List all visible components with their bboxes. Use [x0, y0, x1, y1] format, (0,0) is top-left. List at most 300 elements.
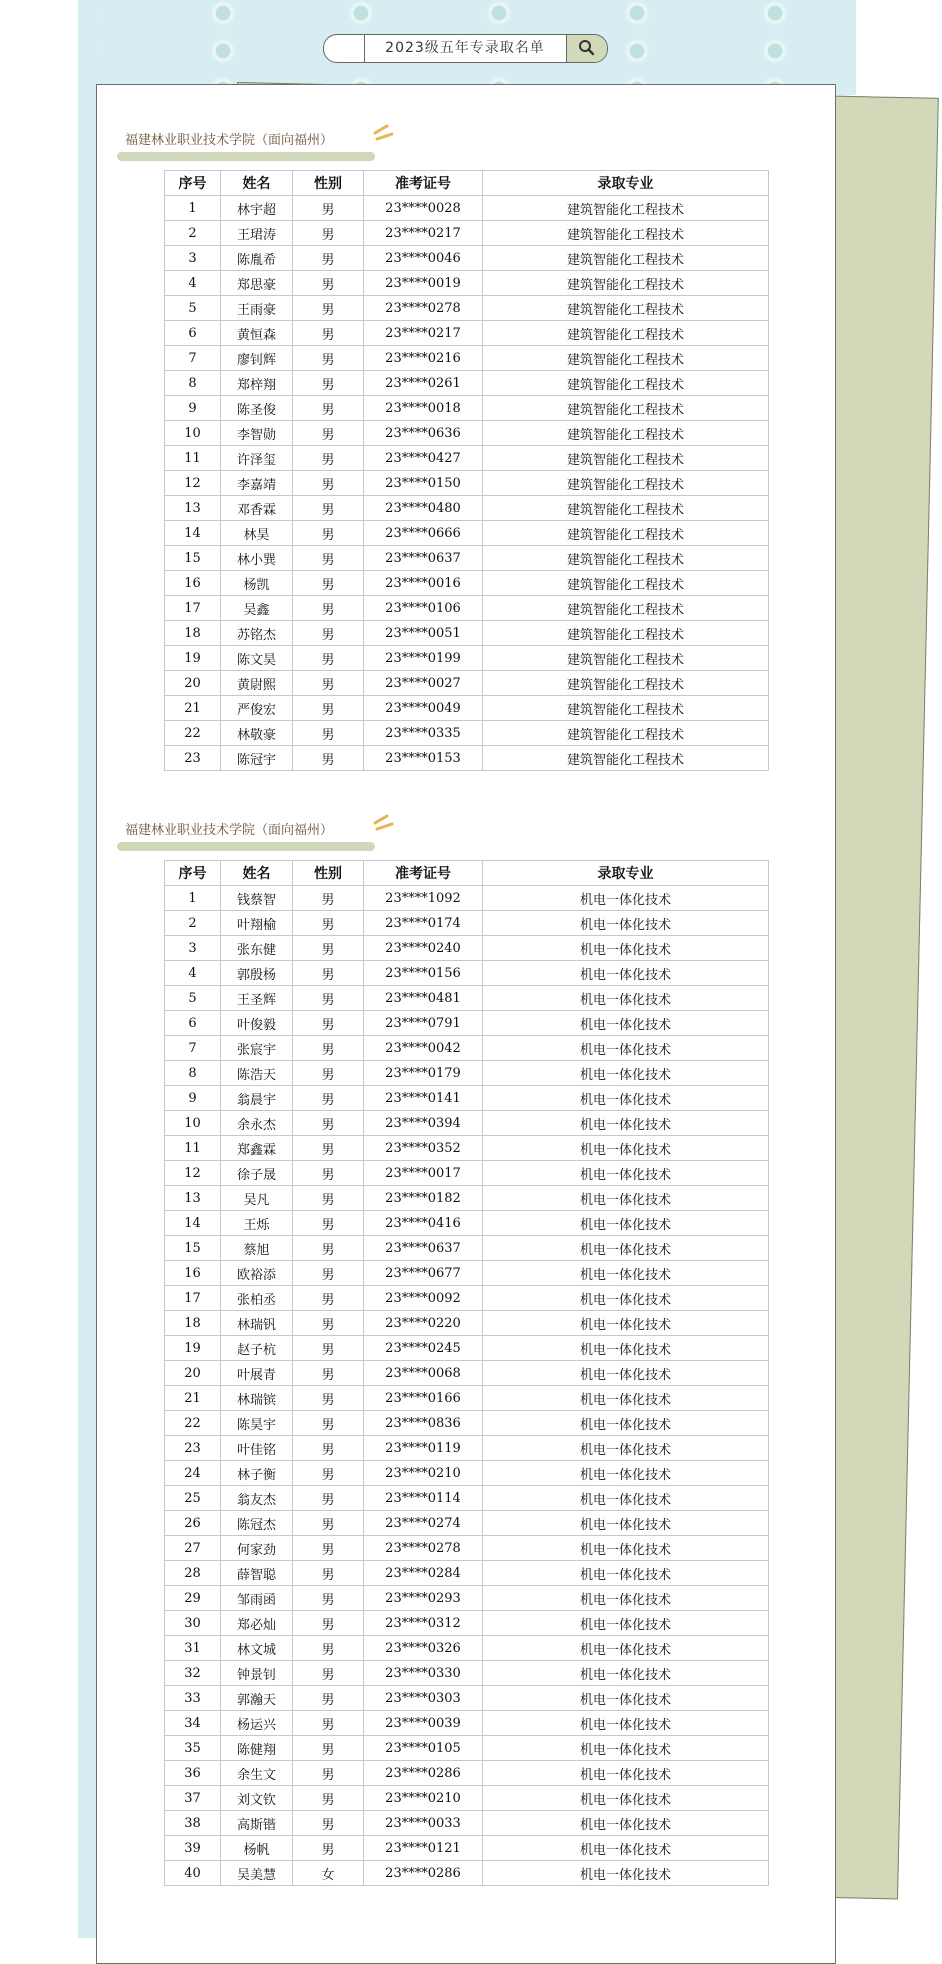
- table-row: [165, 1611, 769, 1636]
- name-cell: 郑梓翔: [221, 371, 293, 396]
- section-title-text: 福建林业职业技术学院（面向福州）: [125, 133, 334, 148]
- name-cell: 林文城: [221, 1636, 293, 1661]
- exam-id-cell: 23****0284: [364, 1561, 483, 1586]
- major-cell: 机电一体化技术: [483, 1486, 769, 1511]
- gender-cell: 男: [293, 1436, 364, 1461]
- name-cell: 郑思豪: [221, 271, 293, 296]
- name-cell: 林子衡: [221, 1461, 293, 1486]
- gender-cell: 男: [293, 396, 364, 421]
- seq-cell: 13: [165, 496, 221, 521]
- exam-id-cell: 23****0274: [364, 1511, 483, 1536]
- table-row: [165, 471, 769, 496]
- major-cell: 机电一体化技术: [483, 936, 769, 961]
- column-header: 性别: [293, 861, 364, 886]
- table-row: [165, 1086, 769, 1111]
- seq-cell: 36: [165, 1761, 221, 1786]
- gender-cell: 男: [293, 1736, 364, 1761]
- name-cell: 张宸宇: [221, 1036, 293, 1061]
- paper-sheet: [96, 84, 836, 1964]
- name-cell: 郭瀚天: [221, 1686, 293, 1711]
- table-row: [165, 1386, 769, 1411]
- name-cell: 张东健: [221, 936, 293, 961]
- major-cell: 机电一体化技术: [483, 1611, 769, 1636]
- exam-id-cell: 23****0028: [364, 196, 483, 221]
- major-cell: 机电一体化技术: [483, 1136, 769, 1161]
- exam-id-cell: 23****0261: [364, 371, 483, 396]
- table-row: [165, 1686, 769, 1711]
- name-cell: 吴凡: [221, 1186, 293, 1211]
- table-row: [165, 1361, 769, 1386]
- major-cell: 建筑智能化工程技术: [483, 721, 769, 746]
- gender-cell: 男: [293, 1761, 364, 1786]
- table-row: [165, 1861, 769, 1886]
- seq-cell: 34: [165, 1711, 221, 1736]
- seq-cell: 15: [165, 546, 221, 571]
- seq-cell: 8: [165, 1061, 221, 1086]
- table-row: [165, 1786, 769, 1811]
- exam-id-cell: 23****0210: [364, 1786, 483, 1811]
- table-row: [165, 671, 769, 696]
- seq-cell: 29: [165, 1586, 221, 1611]
- exam-id-cell: 23****0677: [364, 1261, 483, 1286]
- gender-cell: 男: [293, 1661, 364, 1686]
- exam-id-cell: 23****0394: [364, 1111, 483, 1136]
- seq-cell: 39: [165, 1836, 221, 1861]
- gender-cell: 男: [293, 546, 364, 571]
- exam-id-cell: 23****0427: [364, 446, 483, 471]
- major-cell: 建筑智能化工程技术: [483, 371, 769, 396]
- table-row: [165, 1486, 769, 1511]
- seq-cell: 6: [165, 321, 221, 346]
- table-row: [165, 1636, 769, 1661]
- seq-cell: 31: [165, 1636, 221, 1661]
- table-row: [165, 296, 769, 321]
- exam-id-cell: 23****0150: [364, 471, 483, 496]
- table-row: [165, 986, 769, 1011]
- gender-cell: 男: [293, 886, 364, 911]
- gender-cell: 男: [293, 221, 364, 246]
- seq-cell: 14: [165, 1211, 221, 1236]
- gender-cell: 男: [293, 371, 364, 396]
- name-cell: 廖钊辉: [221, 346, 293, 371]
- table-row: [165, 421, 769, 446]
- name-cell: 王雨豪: [221, 296, 293, 321]
- exam-id-cell: 23****0114: [364, 1486, 483, 1511]
- seq-cell: 1: [165, 196, 221, 221]
- accent-strokes-icon: [373, 814, 395, 832]
- major-cell: 机电一体化技术: [483, 986, 769, 1011]
- name-cell: 赵子杭: [221, 1336, 293, 1361]
- table-row: [165, 1061, 769, 1086]
- major-cell: 机电一体化技术: [483, 1586, 769, 1611]
- name-cell: 陈昊宇: [221, 1411, 293, 1436]
- seq-cell: 19: [165, 1336, 221, 1361]
- major-cell: 机电一体化技术: [483, 886, 769, 911]
- major-cell: 机电一体化技术: [483, 1786, 769, 1811]
- seq-cell: 18: [165, 621, 221, 646]
- gender-cell: 男: [293, 911, 364, 936]
- exam-id-cell: 23****0330: [364, 1661, 483, 1686]
- exam-id-cell: 23****0335: [364, 721, 483, 746]
- table-row: [165, 696, 769, 721]
- table-row: [165, 521, 769, 546]
- seq-cell: 16: [165, 1261, 221, 1286]
- seq-cell: 8: [165, 371, 221, 396]
- major-cell: 机电一体化技术: [483, 1086, 769, 1111]
- major-cell: 建筑智能化工程技术: [483, 521, 769, 546]
- table-row: [165, 1461, 769, 1486]
- table-row: [165, 1711, 769, 1736]
- seq-cell: 14: [165, 521, 221, 546]
- seq-cell: 33: [165, 1686, 221, 1711]
- table-row: [165, 1336, 769, 1361]
- gender-cell: 男: [293, 1061, 364, 1086]
- exam-id-cell: 23****0156: [364, 961, 483, 986]
- gender-cell: 男: [293, 1311, 364, 1336]
- name-cell: 欧裕添: [221, 1261, 293, 1286]
- name-cell: 林宇超: [221, 196, 293, 221]
- exam-id-cell: 23****0286: [364, 1861, 483, 1886]
- major-cell: 建筑智能化工程技术: [483, 621, 769, 646]
- exam-id-cell: 23****0210: [364, 1461, 483, 1486]
- gender-cell: 男: [293, 1611, 364, 1636]
- seq-cell: 38: [165, 1811, 221, 1836]
- exam-id-cell: 23****0326: [364, 1636, 483, 1661]
- exam-id-cell: 23****0141: [364, 1086, 483, 1111]
- name-cell: 叶佳铭: [221, 1436, 293, 1461]
- major-cell: 建筑智能化工程技术: [483, 496, 769, 521]
- table-row: [165, 221, 769, 246]
- seq-cell: 2: [165, 221, 221, 246]
- exam-id-cell: 23****0220: [364, 1311, 483, 1336]
- seq-cell: 22: [165, 721, 221, 746]
- table-row: [165, 1661, 769, 1686]
- exam-id-cell: 23****0278: [364, 296, 483, 321]
- major-cell: 建筑智能化工程技术: [483, 571, 769, 596]
- name-cell: 陈健翔: [221, 1736, 293, 1761]
- major-cell: 机电一体化技术: [483, 1511, 769, 1536]
- exam-id-cell: 23****0046: [364, 246, 483, 271]
- seq-cell: 40: [165, 1861, 221, 1886]
- table-row: [165, 496, 769, 521]
- column-header: 姓名: [221, 861, 293, 886]
- seq-cell: 15: [165, 1236, 221, 1261]
- seq-cell: 23: [165, 1436, 221, 1461]
- table-row: [165, 1286, 769, 1311]
- exam-id-cell: 23****0216: [364, 346, 483, 371]
- name-cell: 严俊宏: [221, 696, 293, 721]
- column-header: 准考证号: [364, 861, 483, 886]
- major-cell: 机电一体化技术: [483, 1861, 769, 1886]
- name-cell: 余永杰: [221, 1111, 293, 1136]
- table-row: [165, 1211, 769, 1236]
- name-cell: 林瑞钒: [221, 1311, 293, 1336]
- seq-cell: 2: [165, 911, 221, 936]
- name-cell: 杨凯: [221, 571, 293, 596]
- name-cell: 郑鑫霖: [221, 1136, 293, 1161]
- major-cell: 机电一体化技术: [483, 1036, 769, 1061]
- gender-cell: 男: [293, 646, 364, 671]
- gender-cell: 男: [293, 1186, 364, 1211]
- table-row: [165, 1811, 769, 1836]
- gender-cell: 男: [293, 621, 364, 646]
- major-cell: 机电一体化技术: [483, 961, 769, 986]
- gender-cell: 男: [293, 196, 364, 221]
- table-row: [165, 1586, 769, 1611]
- name-cell: 陈胤希: [221, 246, 293, 271]
- seq-cell: 7: [165, 1036, 221, 1061]
- seq-cell: 19: [165, 646, 221, 671]
- name-cell: 李智勋: [221, 421, 293, 446]
- exam-id-cell: 23****0481: [364, 986, 483, 1011]
- column-header: 姓名: [221, 171, 293, 196]
- exam-id-cell: 23****0666: [364, 521, 483, 546]
- name-cell: 吴鑫: [221, 596, 293, 621]
- table-row: [165, 1436, 769, 1461]
- gender-cell: 男: [293, 1386, 364, 1411]
- exam-id-cell: 23****0092: [364, 1286, 483, 1311]
- table-row: [165, 886, 769, 911]
- major-cell: 机电一体化技术: [483, 1286, 769, 1311]
- title-underline: [117, 842, 375, 851]
- major-cell: 机电一体化技术: [483, 1061, 769, 1086]
- column-header: 性别: [293, 171, 364, 196]
- major-cell: 建筑智能化工程技术: [483, 446, 769, 471]
- major-cell: 建筑智能化工程技术: [483, 196, 769, 221]
- exam-id-cell: 23****0051: [364, 621, 483, 646]
- major-cell: 机电一体化技术: [483, 1711, 769, 1736]
- major-cell: 建筑智能化工程技术: [483, 746, 769, 771]
- table-row: [165, 346, 769, 371]
- major-cell: 机电一体化技术: [483, 1261, 769, 1286]
- major-cell: 建筑智能化工程技术: [483, 271, 769, 296]
- exam-id-cell: 23****0637: [364, 546, 483, 571]
- table-row: [165, 1511, 769, 1536]
- major-cell: 机电一体化技术: [483, 1461, 769, 1486]
- major-cell: 机电一体化技术: [483, 1236, 769, 1261]
- column-header: 序号: [165, 861, 221, 886]
- table-row: [165, 396, 769, 421]
- gender-cell: 男: [293, 986, 364, 1011]
- exam-id-cell: 23****0106: [364, 596, 483, 621]
- gender-cell: 男: [293, 1111, 364, 1136]
- exam-id-cell: 23****0352: [364, 1136, 483, 1161]
- gender-cell: 男: [293, 271, 364, 296]
- gender-cell: 男: [293, 1586, 364, 1611]
- seq-cell: 27: [165, 1536, 221, 1561]
- name-cell: 钱蔡智: [221, 886, 293, 911]
- major-cell: 建筑智能化工程技术: [483, 246, 769, 271]
- gender-cell: 男: [293, 346, 364, 371]
- name-cell: 陈圣俊: [221, 396, 293, 421]
- gender-cell: 男: [293, 961, 364, 986]
- major-cell: 机电一体化技术: [483, 1386, 769, 1411]
- major-cell: 建筑智能化工程技术: [483, 546, 769, 571]
- exam-id-cell: 23****0636: [364, 421, 483, 446]
- name-cell: 杨帆: [221, 1836, 293, 1861]
- section-title: [117, 130, 377, 161]
- seq-cell: 11: [165, 446, 221, 471]
- search-bar[interactable]: [323, 34, 608, 63]
- seq-cell: 20: [165, 671, 221, 696]
- seq-cell: 4: [165, 961, 221, 986]
- name-cell: 陈冠宇: [221, 746, 293, 771]
- seq-cell: 26: [165, 1511, 221, 1536]
- seq-cell: 9: [165, 396, 221, 421]
- gender-cell: 男: [293, 1786, 364, 1811]
- exam-id-cell: 23****0153: [364, 746, 483, 771]
- table-row: [165, 936, 769, 961]
- seq-cell: 22: [165, 1411, 221, 1436]
- table-row: [165, 646, 769, 671]
- name-cell: 林小巽: [221, 546, 293, 571]
- exam-id-cell: 23****0105: [364, 1736, 483, 1761]
- section-title: [117, 820, 377, 851]
- major-cell: 机电一体化技术: [483, 1536, 769, 1561]
- name-cell: 邹雨函: [221, 1586, 293, 1611]
- name-cell: 黄恒森: [221, 321, 293, 346]
- major-cell: 机电一体化技术: [483, 1211, 769, 1236]
- name-cell: 郑必灿: [221, 1611, 293, 1636]
- name-cell: 王烁: [221, 1211, 293, 1236]
- name-cell: 翁晨宇: [221, 1086, 293, 1111]
- name-cell: 陈文昊: [221, 646, 293, 671]
- table-header-row: [165, 861, 769, 886]
- major-cell: 建筑智能化工程技术: [483, 596, 769, 621]
- gender-cell: 男: [293, 296, 364, 321]
- major-cell: 建筑智能化工程技术: [483, 646, 769, 671]
- gender-cell: 男: [293, 1836, 364, 1861]
- table-row: [165, 1261, 769, 1286]
- seq-cell: 21: [165, 1386, 221, 1411]
- name-cell: 翁友杰: [221, 1486, 293, 1511]
- major-cell: 建筑智能化工程技术: [483, 671, 769, 696]
- gender-cell: 男: [293, 1461, 364, 1486]
- gender-cell: 男: [293, 496, 364, 521]
- seq-cell: 4: [165, 271, 221, 296]
- exam-id-cell: 23****0166: [364, 1386, 483, 1411]
- seq-cell: 24: [165, 1461, 221, 1486]
- gender-cell: 男: [293, 1411, 364, 1436]
- table-row: [165, 1736, 769, 1761]
- seq-cell: 18: [165, 1311, 221, 1336]
- name-cell: 张柏丞: [221, 1286, 293, 1311]
- exam-id-cell: 23****0182: [364, 1186, 483, 1211]
- major-cell: 机电一体化技术: [483, 1111, 769, 1136]
- gender-cell: 男: [293, 246, 364, 271]
- table-row: [165, 1161, 769, 1186]
- exam-id-cell: 23****0278: [364, 1536, 483, 1561]
- exam-id-cell: 23****0017: [364, 1161, 483, 1186]
- gender-cell: 男: [293, 1011, 364, 1036]
- table-row: [165, 1111, 769, 1136]
- seq-cell: 6: [165, 1011, 221, 1036]
- table-row: [165, 746, 769, 771]
- name-cell: 林昊: [221, 521, 293, 546]
- name-cell: 吴美慧: [221, 1861, 293, 1886]
- gender-cell: 男: [293, 1711, 364, 1736]
- major-cell: 建筑智能化工程技术: [483, 346, 769, 371]
- seq-cell: 7: [165, 346, 221, 371]
- gender-cell: 男: [293, 471, 364, 496]
- major-cell: 建筑智能化工程技术: [483, 421, 769, 446]
- major-cell: 建筑智能化工程技术: [483, 296, 769, 321]
- exam-id-cell: 23****0312: [364, 1611, 483, 1636]
- table-row: [165, 1411, 769, 1436]
- seq-cell: 11: [165, 1136, 221, 1161]
- name-cell: 王珺涛: [221, 221, 293, 246]
- name-cell: 蔡旭: [221, 1236, 293, 1261]
- exam-id-cell: 23****0240: [364, 936, 483, 961]
- major-cell: 机电一体化技术: [483, 1411, 769, 1436]
- table-header-row: [165, 171, 769, 196]
- table-row: [165, 1036, 769, 1061]
- gender-cell: 男: [293, 1536, 364, 1561]
- name-cell: 郭殷杨: [221, 961, 293, 986]
- major-cell: 建筑智能化工程技术: [483, 221, 769, 246]
- gender-cell: 男: [293, 421, 364, 446]
- table-row: [165, 911, 769, 936]
- seq-cell: 1: [165, 886, 221, 911]
- exam-id-cell: 23****0179: [364, 1061, 483, 1086]
- major-cell: 建筑智能化工程技术: [483, 396, 769, 421]
- table-row: [165, 721, 769, 746]
- major-cell: 机电一体化技术: [483, 1436, 769, 1461]
- exam-id-cell: 23****0016: [364, 571, 483, 596]
- exam-id-cell: 23****0637: [364, 1236, 483, 1261]
- search-title: 2023级五年专录取名单: [385, 40, 545, 56]
- column-header: 准考证号: [364, 171, 483, 196]
- gender-cell: 男: [293, 1511, 364, 1536]
- seq-cell: 10: [165, 421, 221, 446]
- exam-id-cell: 23****0199: [364, 646, 483, 671]
- gender-cell: 男: [293, 721, 364, 746]
- name-cell: 叶翔榆: [221, 911, 293, 936]
- column-header: 录取专业: [483, 861, 769, 886]
- gender-cell: 男: [293, 521, 364, 546]
- gender-cell: 男: [293, 1036, 364, 1061]
- table-row: [165, 961, 769, 986]
- table-row: [165, 1536, 769, 1561]
- major-cell: 机电一体化技术: [483, 1011, 769, 1036]
- name-cell: 陈冠杰: [221, 1511, 293, 1536]
- seq-cell: 37: [165, 1786, 221, 1811]
- name-cell: 叶展青: [221, 1361, 293, 1386]
- table-row: [165, 1761, 769, 1786]
- search-button[interactable]: [566, 35, 607, 62]
- left-border-rail: [78, 0, 96, 1938]
- name-cell: 薛智聪: [221, 1561, 293, 1586]
- major-cell: 建筑智能化工程技术: [483, 696, 769, 721]
- gender-cell: 男: [293, 1286, 364, 1311]
- table-row: [165, 621, 769, 646]
- table-row: [165, 321, 769, 346]
- gender-cell: 男: [293, 1236, 364, 1261]
- seq-cell: 3: [165, 936, 221, 961]
- major-cell: 机电一体化技术: [483, 1761, 769, 1786]
- name-cell: 黄尉熙: [221, 671, 293, 696]
- column-header: 录取专业: [483, 171, 769, 196]
- major-cell: 机电一体化技术: [483, 1736, 769, 1761]
- name-cell: 钟景钊: [221, 1661, 293, 1686]
- gender-cell: 男: [293, 1136, 364, 1161]
- name-cell: 林敬豪: [221, 721, 293, 746]
- name-cell: 许泽玺: [221, 446, 293, 471]
- major-cell: 建筑智能化工程技术: [483, 321, 769, 346]
- major-cell: 机电一体化技术: [483, 1636, 769, 1661]
- accent-strokes-icon: [373, 124, 395, 142]
- exam-id-cell: 23****0217: [364, 221, 483, 246]
